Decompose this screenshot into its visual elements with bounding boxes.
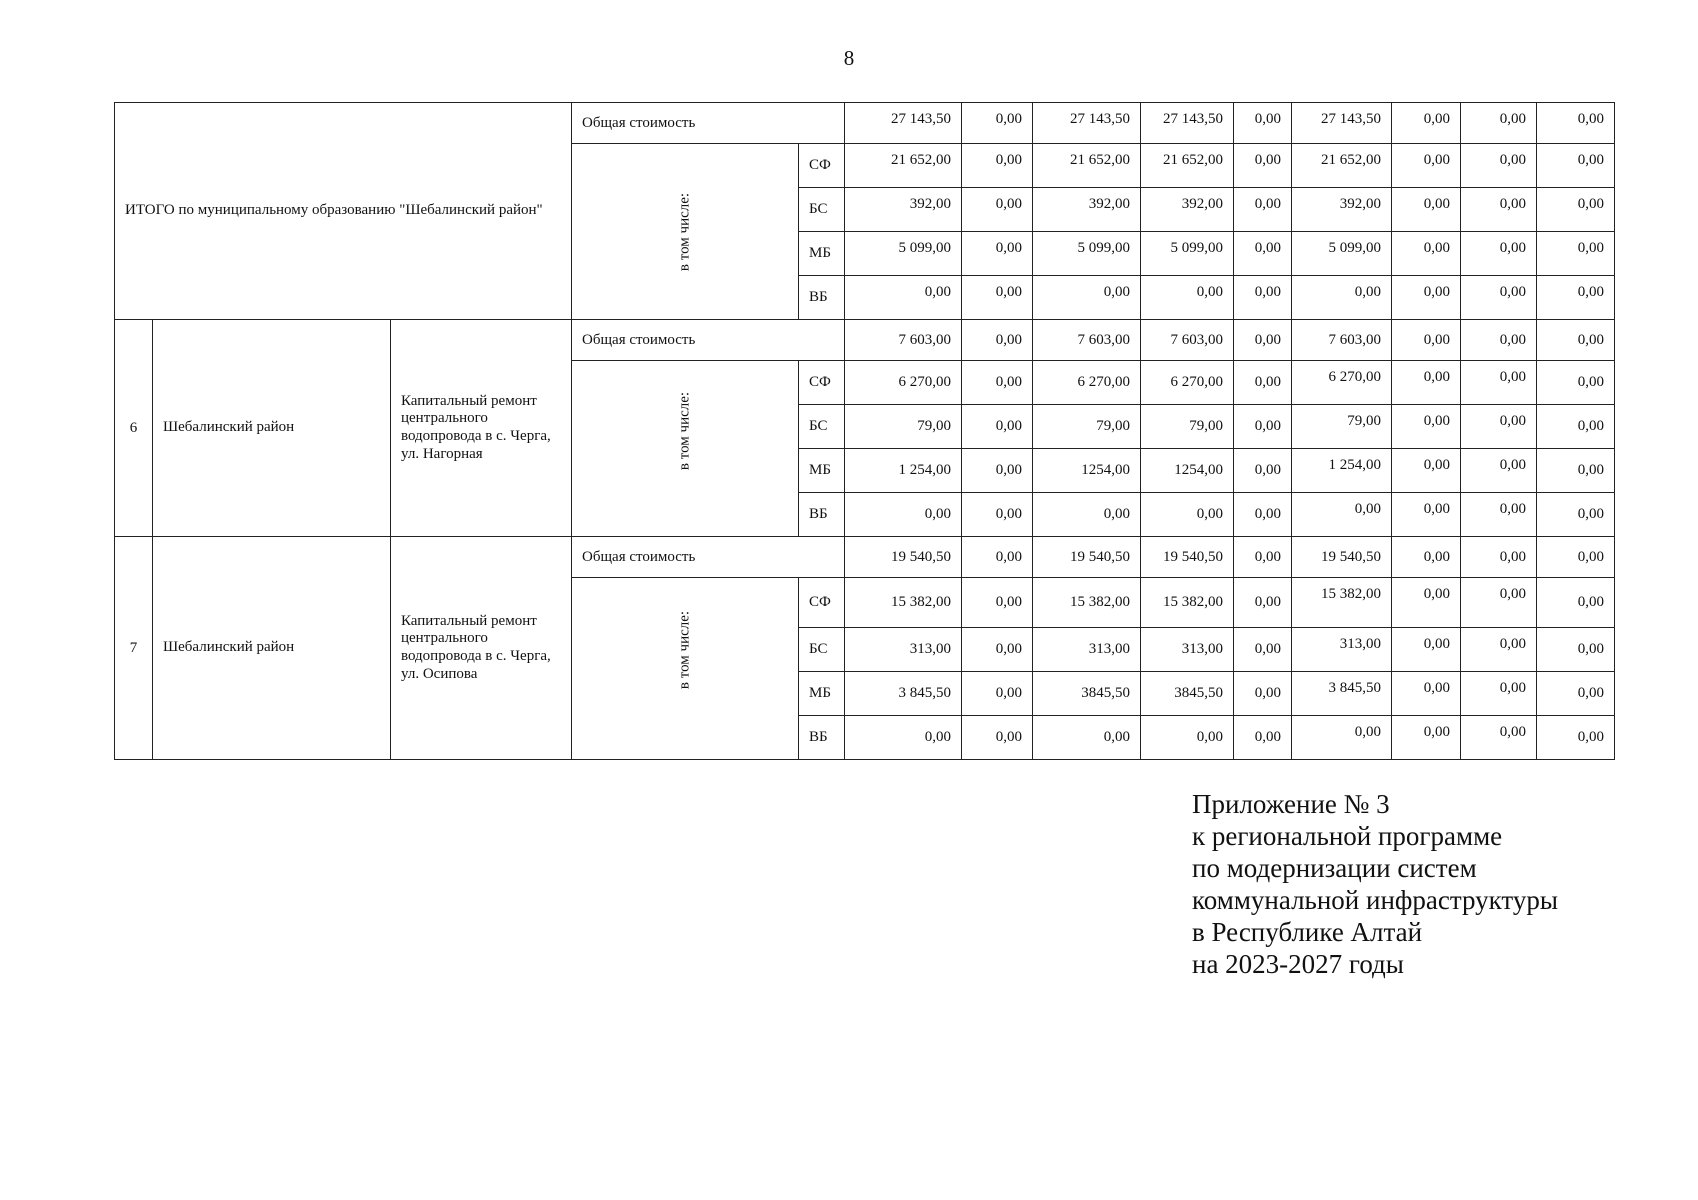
including-label: в том числе:: [676, 391, 693, 471]
value-cell: 21 652,00: [845, 144, 962, 188]
value-cell: 0,00: [1537, 672, 1615, 716]
value-cell: 0,00: [1392, 716, 1461, 760]
value-cell: 0,00: [1461, 188, 1537, 232]
value-cell: 0,00: [1392, 144, 1461, 188]
value-cell: 0,00: [845, 716, 962, 760]
value-cell: 3845,50: [1141, 672, 1234, 716]
value-cell: 0,00: [962, 449, 1033, 493]
value-cell: 5 099,00: [1292, 232, 1392, 276]
funding-code: ВБ: [799, 716, 845, 760]
value-cell: 0,00: [962, 188, 1033, 232]
value-cell: 0,00: [1141, 276, 1234, 320]
value-cell: 0,00: [1461, 493, 1537, 537]
funding-code: БС: [799, 628, 845, 672]
value-cell: 7 603,00: [845, 320, 962, 361]
value-cell: 0,00: [1461, 320, 1537, 361]
value-cell: 5 099,00: [1141, 232, 1234, 276]
value-cell: 19 540,50: [1033, 537, 1141, 578]
value-cell: 0,00: [962, 716, 1033, 760]
value-cell: 0,00: [1234, 405, 1292, 449]
value-cell: 0,00: [1234, 232, 1292, 276]
value-cell: 0,00: [1292, 716, 1392, 760]
value-cell: 79,00: [1141, 405, 1234, 449]
value-cell: 1 254,00: [1292, 449, 1392, 493]
value-cell: 0,00: [1033, 493, 1141, 537]
funding-code: МБ: [799, 232, 845, 276]
value-cell: 19 540,50: [845, 537, 962, 578]
value-cell: 0,00: [1234, 537, 1292, 578]
including-label: в том числе:: [676, 192, 693, 271]
value-cell: 0,00: [1537, 578, 1615, 628]
value-cell: 27 143,50: [1292, 103, 1392, 144]
total-cost-label: Общая стоимость: [572, 537, 845, 578]
value-cell: 313,00: [845, 628, 962, 672]
value-cell: 19 540,50: [1141, 537, 1234, 578]
annex-line: в Республике Алтай: [1192, 917, 1423, 947]
total-cost-label: Общая стоимость: [572, 103, 845, 144]
value-cell: 0,00: [1392, 232, 1461, 276]
project-description: Капитальный ремонт центрального водопровода в с. Черга, ул. Осипова: [391, 537, 572, 760]
value-cell: 0,00: [1461, 144, 1537, 188]
value-cell: 0,00: [1392, 578, 1461, 628]
value-cell: 0,00: [962, 276, 1033, 320]
value-cell: 0,00: [1141, 716, 1234, 760]
page-number: 8: [843, 46, 855, 70]
value-cell: 0,00: [1461, 537, 1537, 578]
value-cell: 392,00: [1141, 188, 1234, 232]
value-cell: 6 270,00: [845, 361, 962, 405]
value-cell: 0,00: [962, 672, 1033, 716]
total-cost-row: [115, 537, 1615, 578]
value-cell: 7 603,00: [1292, 320, 1392, 361]
value-cell: 0,00: [1461, 232, 1537, 276]
value-cell: 0,00: [1392, 405, 1461, 449]
total-title: ИТОГО по муниципальному образованию "Шебалинский район": [115, 103, 572, 320]
value-cell: 0,00: [1234, 276, 1292, 320]
value-cell: 0,00: [962, 493, 1033, 537]
value-cell: 27 143,50: [845, 103, 962, 144]
value-cell: 0,00: [1234, 672, 1292, 716]
value-cell: 3 845,50: [1292, 672, 1392, 716]
funding-code: СФ: [799, 144, 845, 188]
value-cell: 3845,50: [1033, 672, 1141, 716]
value-cell: 0,00: [1392, 449, 1461, 493]
value-cell: 79,00: [845, 405, 962, 449]
district-name: Шебалинский район: [153, 320, 391, 537]
value-cell: 0,00: [1392, 672, 1461, 716]
value-cell: 5 099,00: [845, 232, 962, 276]
value-cell: 0,00: [1537, 276, 1615, 320]
funding-code: ВБ: [799, 276, 845, 320]
value-cell: 5 099,00: [1033, 232, 1141, 276]
value-cell: 0,00: [1392, 103, 1461, 144]
value-cell: 7 603,00: [1141, 320, 1234, 361]
value-cell: 0,00: [962, 320, 1033, 361]
value-cell: 19 540,50: [1292, 537, 1392, 578]
value-cell: 0,00: [962, 103, 1033, 144]
value-cell: 0,00: [962, 232, 1033, 276]
value-cell: 0,00: [1292, 493, 1392, 537]
value-cell: 0,00: [962, 144, 1033, 188]
value-cell: 0,00: [1461, 361, 1537, 405]
value-cell: 0,00: [1537, 449, 1615, 493]
value-cell: 313,00: [1292, 628, 1392, 672]
value-cell: 0,00: [1461, 276, 1537, 320]
value-cell: 7 603,00: [1033, 320, 1141, 361]
total-cost-label: Общая стоимость: [572, 320, 845, 361]
value-cell: 0,00: [1234, 188, 1292, 232]
value-cell: 0,00: [1392, 320, 1461, 361]
value-cell: 79,00: [1033, 405, 1141, 449]
row-number: 6: [115, 320, 153, 537]
total-cost-row: [115, 320, 1615, 361]
value-cell: 1254,00: [1141, 449, 1234, 493]
value-cell: 0,00: [1461, 672, 1537, 716]
value-cell: 0,00: [1234, 449, 1292, 493]
value-cell: 0,00: [1537, 144, 1615, 188]
row-number: 7: [115, 537, 153, 760]
value-cell: 0,00: [1234, 103, 1292, 144]
total-cost-row: [115, 103, 1615, 144]
value-cell: 0,00: [1234, 320, 1292, 361]
value-cell: 6 270,00: [1292, 361, 1392, 405]
value-cell: 0,00: [1392, 276, 1461, 320]
funding-code: БС: [799, 188, 845, 232]
value-cell: 15 382,00: [1033, 578, 1141, 628]
funding-code: МБ: [799, 449, 845, 493]
funding-code: ВБ: [799, 493, 845, 537]
value-cell: 0,00: [1537, 232, 1615, 276]
value-cell: 15 382,00: [845, 578, 962, 628]
including-label: в том числе:: [676, 611, 693, 690]
annex-line: на 2023-2027 годы: [1192, 949, 1404, 979]
including-label-cell: [572, 361, 799, 537]
value-cell: 0,00: [1392, 188, 1461, 232]
value-cell: 0,00: [1537, 320, 1615, 361]
funding-code: СФ: [799, 361, 845, 405]
funding-code: СФ: [799, 578, 845, 628]
value-cell: 313,00: [1141, 628, 1234, 672]
value-cell: 0,00: [1141, 493, 1234, 537]
value-cell: 21 652,00: [1141, 144, 1234, 188]
value-cell: 0,00: [1033, 716, 1141, 760]
funding-code: МБ: [799, 672, 845, 716]
value-cell: 0,00: [962, 361, 1033, 405]
annex-line: коммунальной инфраструктуры: [1192, 885, 1558, 915]
value-cell: 0,00: [1537, 537, 1615, 578]
value-cell: 0,00: [1234, 628, 1292, 672]
value-cell: 0,00: [962, 537, 1033, 578]
value-cell: 0,00: [962, 405, 1033, 449]
value-cell: 0,00: [1392, 361, 1461, 405]
value-cell: 0,00: [1461, 449, 1537, 493]
project-description: Капитальный ремонт центрального водопровода в с. Черга, ул. Нагорная: [391, 320, 572, 537]
table-body: [115, 103, 1615, 760]
including-label-cell: [572, 144, 799, 320]
annex-line: к региональной программе: [1192, 821, 1503, 851]
value-cell: 0,00: [1537, 361, 1615, 405]
value-cell: 0,00: [962, 628, 1033, 672]
annex-line: по модернизации систем: [1192, 853, 1477, 883]
value-cell: 392,00: [845, 188, 962, 232]
value-cell: 0,00: [1392, 493, 1461, 537]
value-cell: 0,00: [1292, 276, 1392, 320]
value-cell: 0,00: [845, 276, 962, 320]
value-cell: 0,00: [1234, 361, 1292, 405]
value-cell: 0,00: [1461, 578, 1537, 628]
value-cell: 27 143,50: [1141, 103, 1234, 144]
value-cell: 0,00: [1392, 537, 1461, 578]
value-cell: 1254,00: [1033, 449, 1141, 493]
including-label-cell: [572, 578, 799, 760]
value-cell: 79,00: [1292, 405, 1392, 449]
value-cell: 6 270,00: [1033, 361, 1141, 405]
value-cell: 0,00: [1033, 276, 1141, 320]
value-cell: 0,00: [1392, 628, 1461, 672]
value-cell: 0,00: [1537, 493, 1615, 537]
value-cell: 0,00: [962, 578, 1033, 628]
value-cell: 0,00: [1537, 716, 1615, 760]
value-cell: 0,00: [1234, 144, 1292, 188]
value-cell: 0,00: [1537, 405, 1615, 449]
value-cell: 21 652,00: [1033, 144, 1141, 188]
value-cell: 392,00: [1292, 188, 1392, 232]
annex-note: [1192, 788, 1558, 980]
value-cell: 0,00: [1537, 628, 1615, 672]
district-name: Шебалинский район: [153, 537, 391, 760]
value-cell: 313,00: [1033, 628, 1141, 672]
value-cell: 392,00: [1033, 188, 1141, 232]
value-cell: 0,00: [1234, 493, 1292, 537]
value-cell: 6 270,00: [1141, 361, 1234, 405]
budget-table: [114, 102, 1615, 760]
value-cell: 15 382,00: [1292, 578, 1392, 628]
value-cell: 0,00: [1234, 578, 1292, 628]
value-cell: 15 382,00: [1141, 578, 1234, 628]
value-cell: 3 845,50: [845, 672, 962, 716]
value-cell: 0,00: [1461, 716, 1537, 760]
value-cell: 21 652,00: [1292, 144, 1392, 188]
value-cell: 0,00: [1461, 405, 1537, 449]
value-cell: 0,00: [1461, 628, 1537, 672]
value-cell: 27 143,50: [1033, 103, 1141, 144]
value-cell: 0,00: [845, 493, 962, 537]
value-cell: 1 254,00: [845, 449, 962, 493]
value-cell: 0,00: [1537, 188, 1615, 232]
value-cell: 0,00: [1537, 103, 1615, 144]
funding-code: БС: [799, 405, 845, 449]
value-cell: 0,00: [1234, 716, 1292, 760]
value-cell: 0,00: [1461, 103, 1537, 144]
annex-line: Приложение № 3: [1192, 789, 1390, 819]
